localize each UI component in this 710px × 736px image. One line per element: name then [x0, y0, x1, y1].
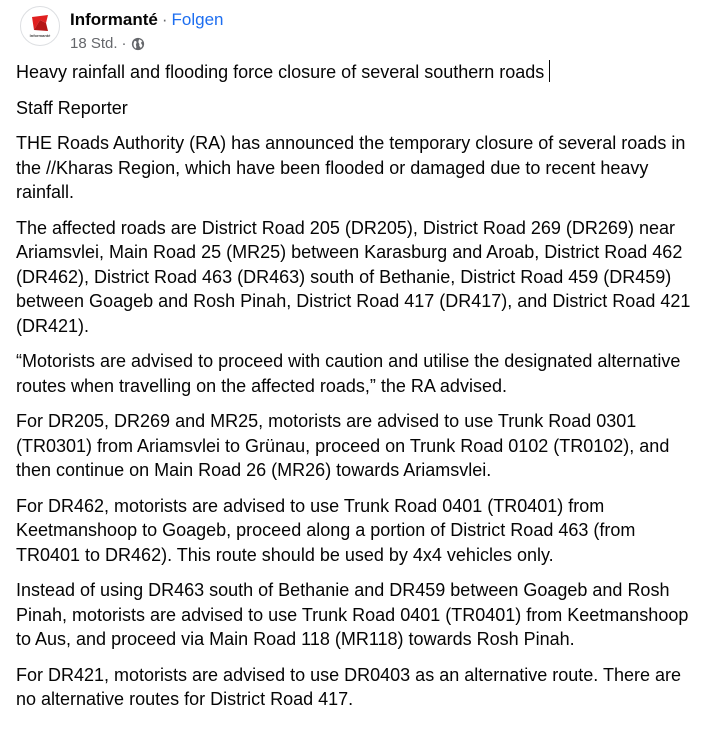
post-paragraph: For DR205, DR269 and MR25, motorists are advised to use Trunk Road 0301 (TR0301) from Ariamsvlei to Grünau, proceed on Trunk Road 0102 (TR0102), and then continue on Main Road 26 (MR26) towards Ariamsvlei.: [16, 411, 670, 480]
headline-text: Heavy rainfall and flooding force closure of several southern roads: [16, 62, 545, 82]
post-headline: [16, 60, 700, 85]
post-paragraph: “Motorists are advised to proceed with caution and utilise the designated alternative routes when travelling on the affected roads,” the RA advised.: [16, 351, 681, 396]
separator-dot: ·: [161, 10, 168, 29]
post-text: [16, 60, 700, 723]
post-paragraph: Instead of using DR463 south of Bethanie and DR459 between Goageb and Rosh Pinah, motorists are advised to use Trunk Road 0401 (TR0401) from Keetmanshoop to Aus, and proceed via Main Road 118 (MR118) towards Rosh Pinah.: [16, 580, 689, 649]
text-cursor: [549, 60, 550, 82]
name-line: [70, 9, 224, 31]
post-header: [20, 6, 224, 54]
informante-logo-icon: [30, 14, 50, 32]
post-timestamp[interactable]: 18 Std.: [70, 35, 118, 52]
post-paragraph: The affected roads are District Road 205 (DR205), District Road 269 (DR269) near Ariamsvlei, Main Road 25 (MR25) between Karasburg and Aroab, District Road 462 (DR462), District Road 463 (DR463) south of Bethanie, District Road 459 (DR459) between Goageb and Rosh Pinah, District Road 417 (DR417), and District Road 421 (DR421).: [16, 217, 691, 336]
post-paragraph: For DR462, motorists are advised to use Trunk Road 0401 (TR0401) from Keetmanshoop to Goageb, proceed along a portion of District Road 463 (from TR0401 to DR462). This route should be used by 4x4 vehicles only.: [16, 495, 636, 565]
separator-dot: ·: [121, 35, 127, 52]
avatar[interactable]: [20, 6, 60, 46]
post-meta: [70, 6, 224, 54]
follow-button[interactable]: Folgen: [171, 10, 224, 29]
avatar-logo-text: Informanté: [29, 33, 51, 38]
page-name-link[interactable]: Informanté: [70, 10, 158, 29]
post-subline: [70, 34, 224, 54]
post-byline: Staff Reporter: [16, 97, 128, 118]
post-paragraph: For DR421, motorists are advised to use DR0403 as an alternative route. There are no alternative routes for District Road 417.: [16, 664, 682, 709]
globe-icon: [131, 37, 145, 51]
post-paragraph: THE Roads Authority (RA) has announced the temporary closure of several roads in the //Kharas Region, which have been flooded or damaged due to recent heavy rainfall.: [16, 133, 686, 202]
